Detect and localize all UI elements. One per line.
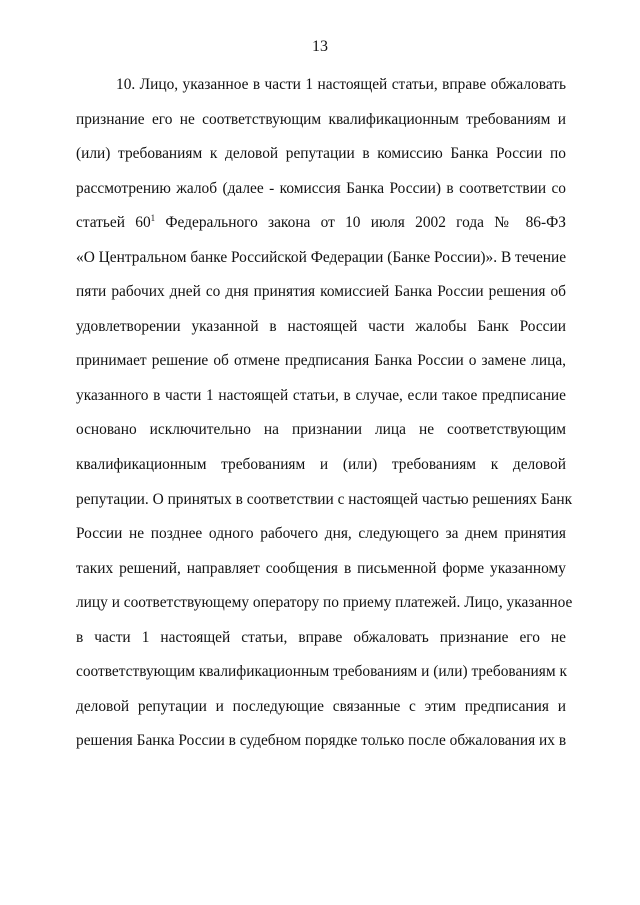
superscript-footnote: 1 — [150, 213, 156, 224]
text-line: основано исключительно на признании лица не соответствующим — [76, 421, 566, 439]
article-paragraph — [76, 72, 573, 763]
text-line: таких решений, направляет сообщения в письменной форме указанному — [76, 559, 566, 577]
text-segment: статьей 60 — [76, 214, 151, 232]
text-line: репутации. О принятых в соответствии с настоящей частью решениях Банк — [76, 490, 573, 508]
page-number: 13 — [312, 38, 328, 55]
text-segment: Федерального закона от 10 июля 2002 года № 86-ФЗ — [155, 214, 566, 232]
text-line: признание его не соответствующим квалификационным требованиям и — [76, 110, 566, 128]
text-line — [76, 210, 566, 245]
text-line: в части 1 настоящей статьи, вправе обжаловать признание его не — [76, 628, 566, 646]
text-line: России не позднее одного рабочего дня, следующего за днем принятия — [76, 525, 566, 543]
text-line: «О Центральном банке Российской Федерации (Банке России)». В течение — [76, 248, 567, 266]
text-line: (или) требованиям к деловой репутации в комиссию Банка России по — [76, 145, 566, 163]
text-line: квалификационным требованиям и (или) требованиям к деловой — [76, 456, 566, 474]
text-line: решения Банка России в судебном порядке только после обжалования их в — [76, 732, 567, 750]
text-line: соответствующим квалификационным требованиям и (или) требованиям к — [76, 663, 567, 681]
text-line: принимает решение об отмене предписания Банка России о замене лица, — [76, 352, 566, 370]
text-line: указанного в части 1 настоящей статьи, в случае, если такое предписание — [76, 386, 566, 404]
text-line: лицу и соответствующему оператору по приему платежей. Лицо, указанное — [76, 594, 573, 612]
text-line: пяти рабочих дней со дня принятия комиссией Банка России решения об — [76, 283, 566, 301]
text-line: деловой репутации и последующие связанные с этим предписания и — [76, 697, 566, 715]
text-line: рассмотрению жалоб (далее - комиссия Банка России) в соответствии со — [76, 179, 566, 197]
text-line: 10. Лицо, указанное в части 1 настоящей статьи, вправе обжаловать — [116, 76, 566, 93]
text-line: удовлетворении указанной в настоящей части жалобы Банк России — [76, 317, 566, 335]
